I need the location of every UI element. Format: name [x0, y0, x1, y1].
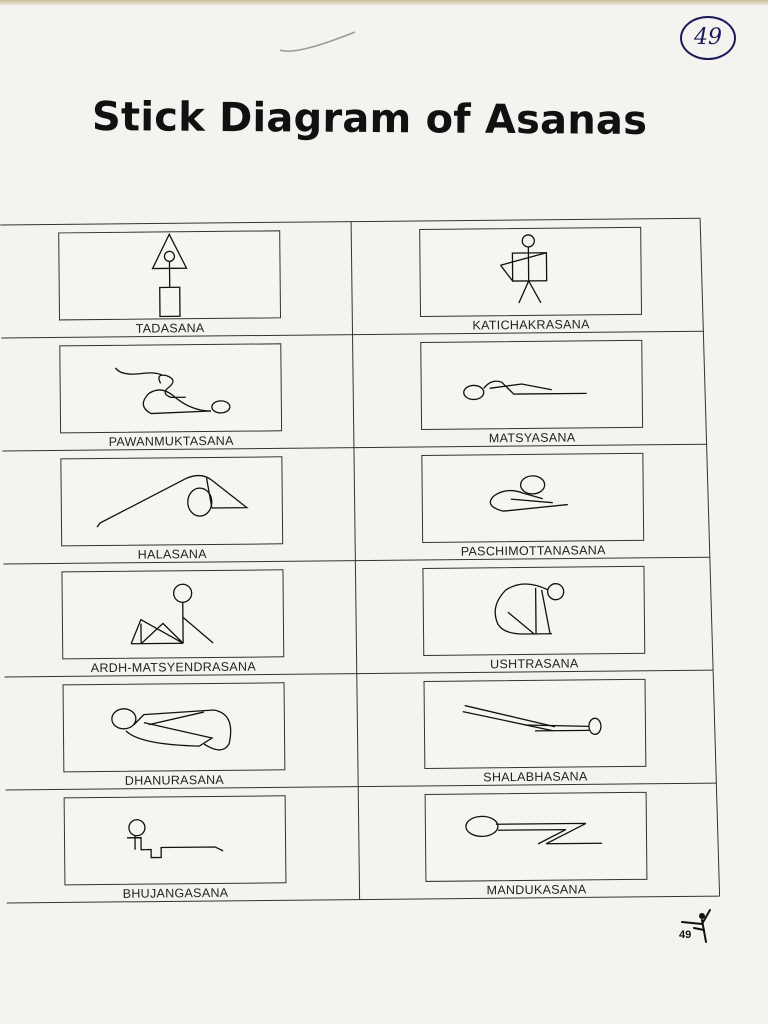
footer-page-number: 49: [679, 929, 692, 941]
figure-box: [58, 230, 281, 320]
asana-label: DHANURASANA: [124, 772, 225, 788]
asana-label: PAWANMUKTASANA: [108, 433, 234, 449]
matsyasana-figure-icon: [421, 341, 642, 429]
pencil-stroke-mark: [275, 28, 365, 58]
tadasana-figure-icon: [59, 231, 280, 319]
figure-box: [420, 340, 643, 430]
asana-label: PASCHIMOTTANASANA: [460, 543, 606, 559]
asana-label: BHUJANGASANA: [122, 885, 229, 901]
shalabhasana-figure-icon: [425, 680, 646, 768]
asana-cell-paschimottanasana: [407, 444, 748, 559]
ushtrasana-figure-icon: [423, 567, 644, 655]
asana-cell-pawanmuktasana: [45, 334, 386, 449]
figure-box: [422, 566, 645, 656]
figure-box: [421, 453, 644, 543]
pawanmuktasana-figure-icon: [60, 344, 281, 432]
figure-box: [61, 569, 284, 659]
asana-cell-halasana: [46, 447, 387, 562]
ardh-matsyendrasana-figure-icon: [62, 570, 283, 658]
paschimottanasana-figure-icon: [422, 454, 643, 542]
asana-cell-ushtrasana: [408, 557, 749, 672]
asana-label: MANDUKASANA: [486, 882, 587, 898]
figure-box: [64, 795, 287, 885]
asana-cell-dhanurasana: [48, 673, 389, 788]
asana-label: TADASANA: [135, 321, 205, 336]
figure-box: [425, 792, 648, 882]
figure-box: [59, 343, 282, 433]
asana-cell-tadasana: [44, 221, 385, 336]
asana-label: MATSYASANA: [488, 430, 576, 446]
bhujangasana-figure-icon: [65, 796, 286, 884]
asana-label: HALASANA: [137, 547, 207, 562]
page-number-circled: 49: [680, 16, 736, 60]
page-title: Stick Diagram of Asanas: [91, 94, 648, 144]
halasana-figure-icon: [61, 457, 282, 545]
asana-cell-shalabhasana: [409, 670, 750, 785]
figure-box: [419, 227, 642, 317]
asana-label: ARDH-MATSYENDRASANA: [90, 659, 257, 676]
figure-box: [60, 456, 283, 546]
katichakrasana-figure-icon: [420, 228, 641, 316]
asana-label: SHALABHASANA: [483, 769, 588, 785]
asana-cell-mandukasana: [411, 783, 752, 898]
asana-label: KATICHAKRASANA: [472, 317, 590, 333]
asana-cell-matsyasana: [406, 331, 747, 446]
figure-box: [63, 682, 286, 772]
dhanurasana-figure-icon: [64, 683, 285, 771]
asana-label: USHTRASANA: [490, 656, 579, 672]
asana-cell-bhujangasana: [50, 786, 391, 901]
figure-box: [424, 679, 647, 769]
asana-cell-ardh-matsyendrasana: [47, 560, 388, 675]
asana-table: [0, 206, 721, 913]
mandukasana-figure-icon: [426, 793, 647, 881]
asana-cell-katichakrasana: [405, 218, 746, 333]
page-top-edge: [0, 0, 768, 6]
